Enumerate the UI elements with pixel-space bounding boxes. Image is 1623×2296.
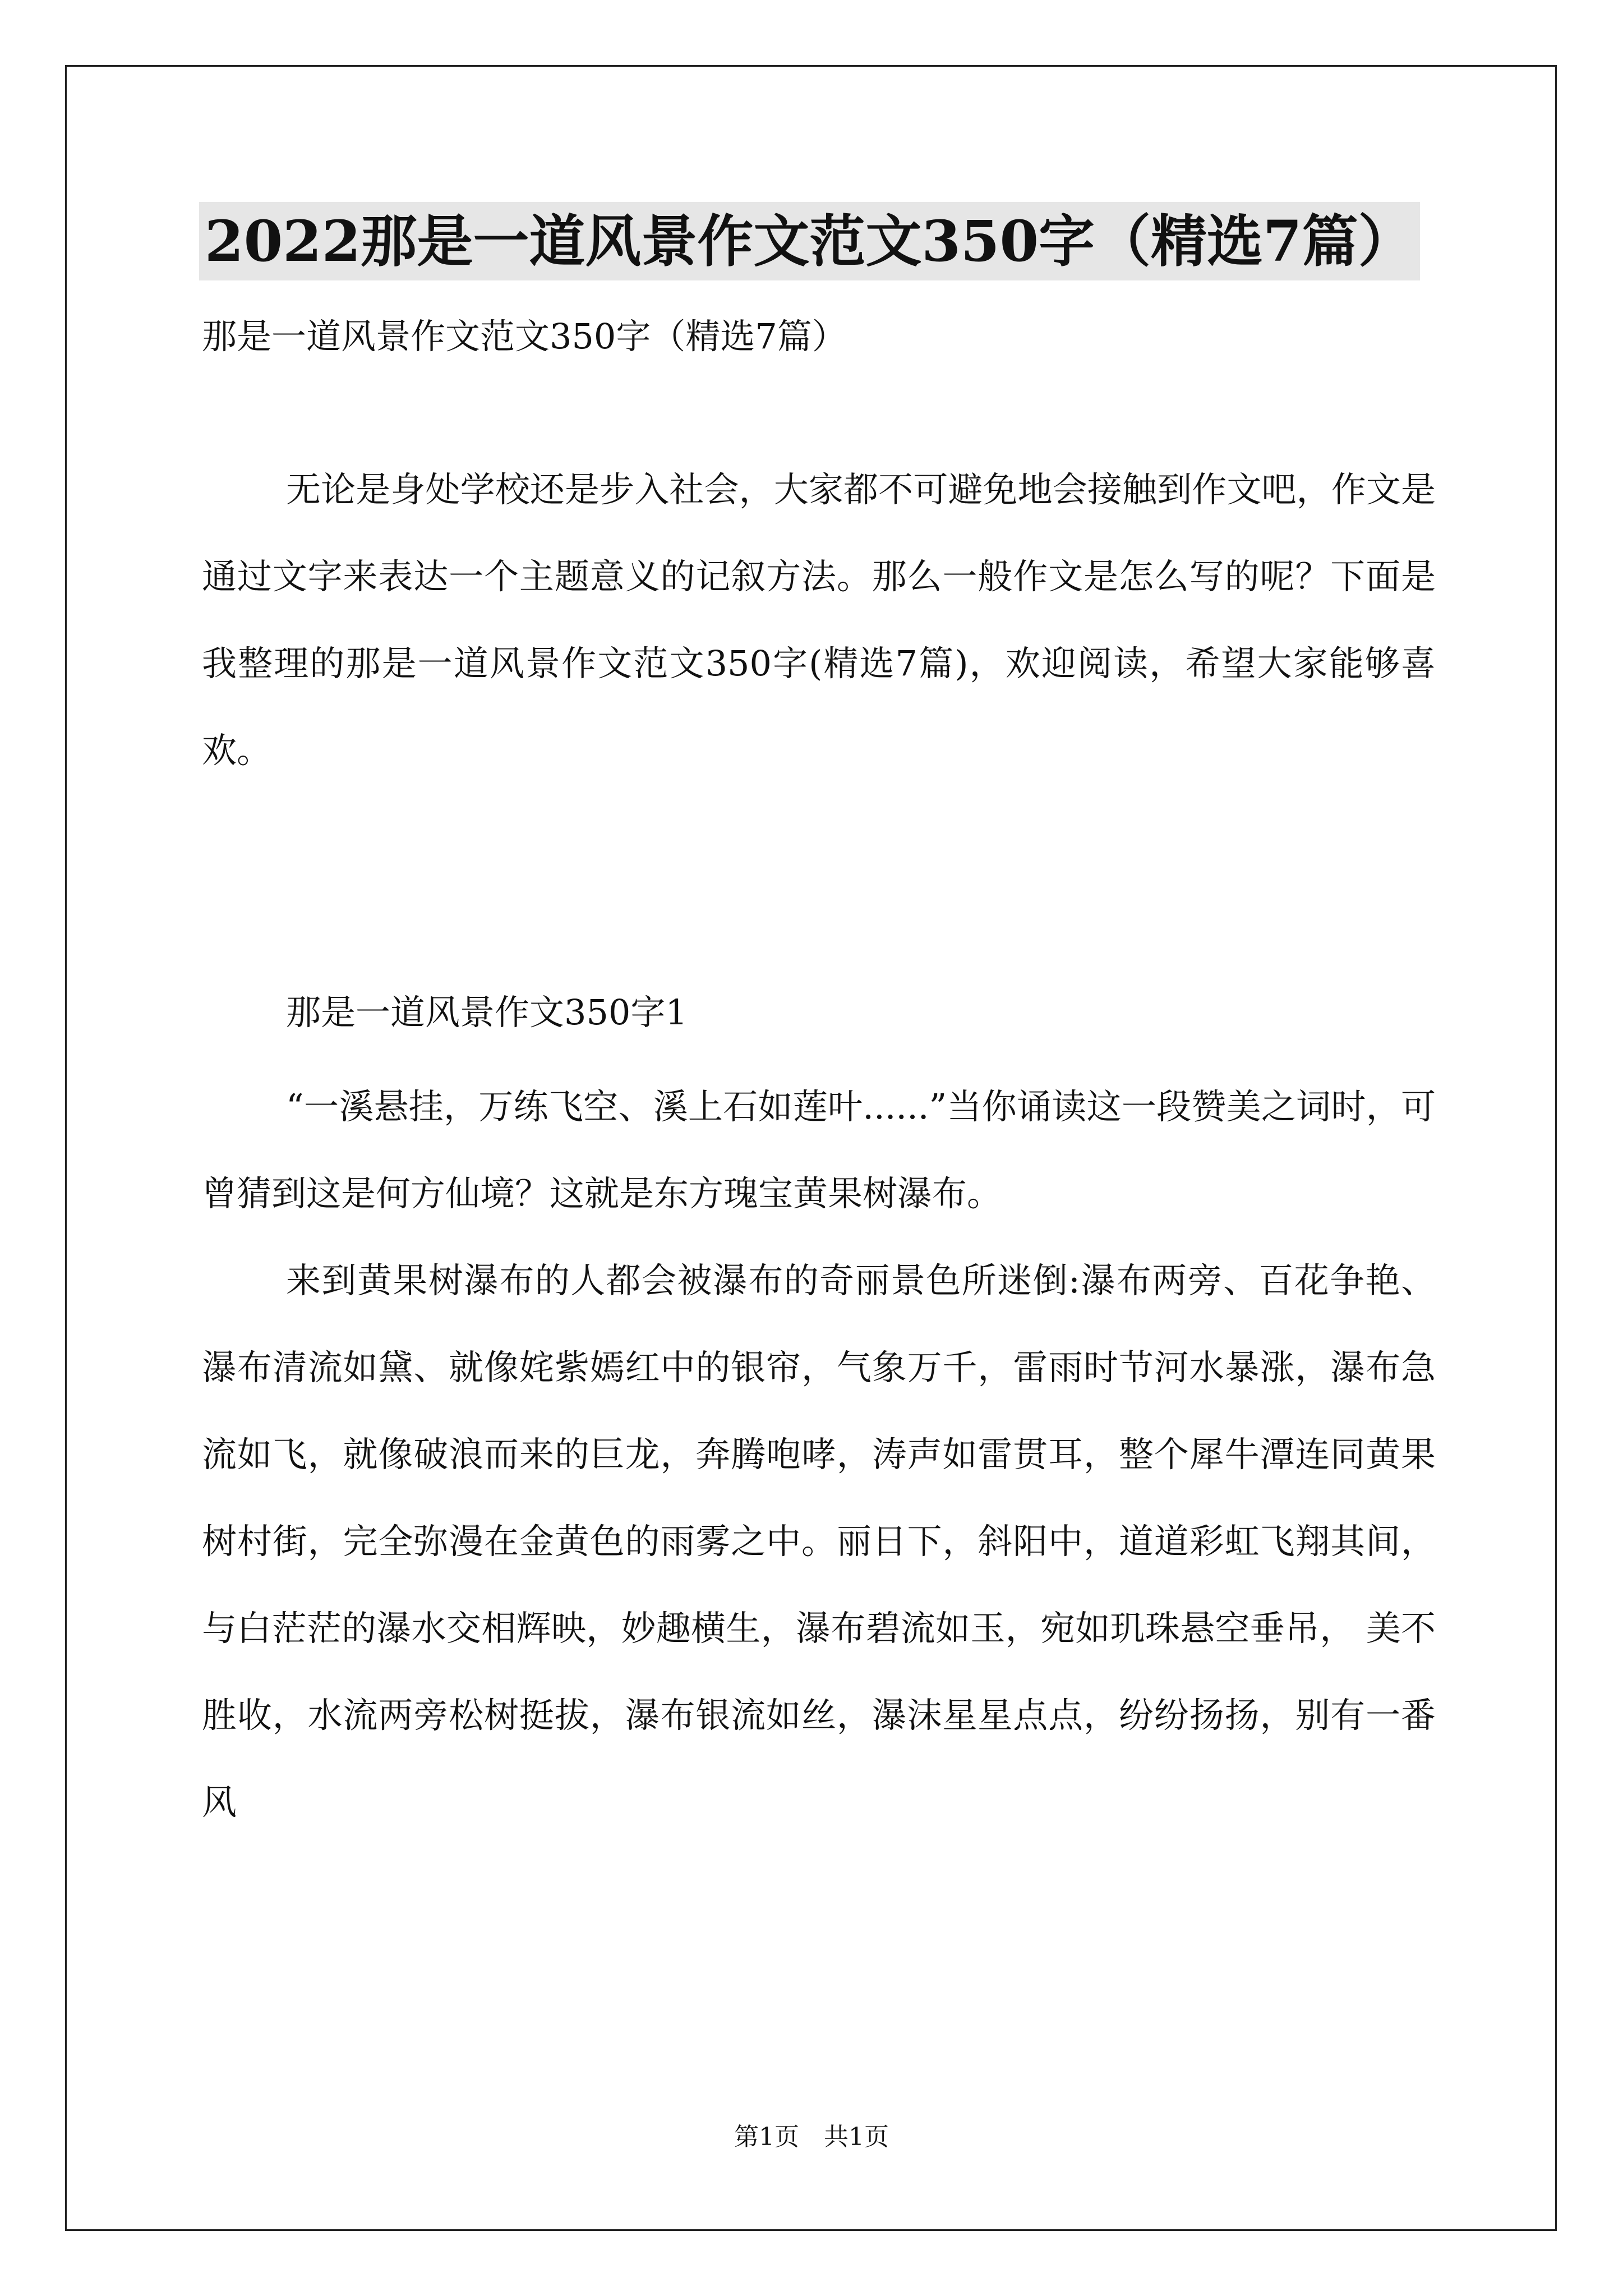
page-footer: 第1页 共1页: [734, 2123, 889, 2151]
intro-paragraph: 无论是身处学校还是步入社会，大家都不可避免地会接触到作文吧，作文是通过文字来表达一个主题意义的记叙方法。那么一般作文是怎么写的呢？下面是我整理的那是一道风景作文范文350字(精选7篇)，欢迎阅读，希望大家能够喜欢。: [202, 469, 1436, 771]
body-paragraph-1: “一溪悬挂，万练飞空、溪上石如莲叶......”当你诵读这一段赞美之词时，可曾猜到这是何方仙境？这就是东方瑰宝黄果树瀑布。: [202, 1086, 1436, 1214]
body-paragraph-2: 来到黄果树瀑布的人都会被瀑布的奇丽景色所迷倒:瀑布两旁、百花争艳、瀑布清流如黛、就像姹紫嫣红中的银帘，气象万千，雷雨时节河水暴涨，瀑布急流如飞，就像破浪而来的巨龙，奔腾咆哮，涛声如雷贯耳，整个犀牛潭连同黄果树村街，完全弥漫在金黄色的雨雾之中。丽日下，斜阳中，道道彩虹飞翔其间，与白茫茫的瀑水交相辉映，妙趣横生，瀑布碧流如玉，宛如玑珠悬空垂吊， 美不胜收，水流两旁松树挺拔，瀑布银流如丝，瀑沫星星点点，纷纷扬扬，别有一番风: [202, 1260, 1436, 1823]
section-heading: 那是一道风景作文350字1: [286, 992, 688, 1033]
document-title: 2022那是一道风景作文范文350字（精选7篇）: [199, 202, 1420, 280]
document-subtitle: 那是一道风景作文范文350字（精选7篇）: [202, 316, 847, 357]
